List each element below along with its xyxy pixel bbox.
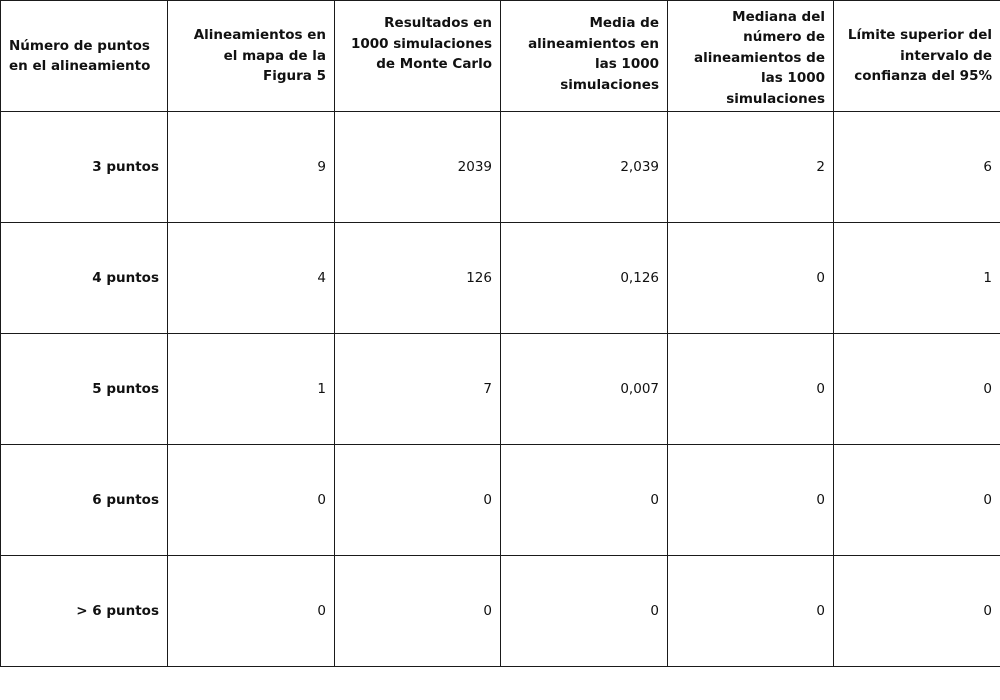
header-upper-confidence-limit: Límite superior del intervalo de confianza del 95% [834, 1, 1000, 112]
cell-upper-limit: 6 [834, 112, 1000, 223]
table-row [1, 112, 1000, 223]
cell-figure-alignments: 0 [168, 445, 335, 556]
header-median-alignments: Mediana del número de alineamientos de las 1000 simulaciones [668, 1, 834, 112]
cell-mean: 0 [501, 556, 668, 667]
cell-monte-carlo-results: 7 [335, 334, 501, 445]
cell-median: 0 [668, 223, 834, 334]
cell-figure-alignments: 9 [168, 112, 335, 223]
row-label: 6 puntos [1, 445, 168, 556]
cell-median: 0 [668, 556, 834, 667]
cell-upper-limit: 0 [834, 556, 1000, 667]
cell-figure-alignments: 0 [168, 556, 335, 667]
cell-upper-limit: 0 [834, 445, 1000, 556]
table-row [1, 445, 1000, 556]
cell-monte-carlo-results: 2039 [335, 112, 501, 223]
cell-median: 0 [668, 334, 834, 445]
table-row [1, 556, 1000, 667]
cell-mean: 0 [501, 445, 668, 556]
cell-monte-carlo-results: 126 [335, 223, 501, 334]
cell-monte-carlo-results: 0 [335, 556, 501, 667]
cell-mean: 0,007 [501, 334, 668, 445]
row-label: > 6 puntos [1, 556, 168, 667]
cell-mean: 0,126 [501, 223, 668, 334]
cell-upper-limit: 1 [834, 223, 1000, 334]
cell-figure-alignments: 1 [168, 334, 335, 445]
row-label: 3 puntos [1, 112, 168, 223]
header-row [1, 1, 1000, 112]
cell-mean: 2,039 [501, 112, 668, 223]
cell-median: 0 [668, 445, 834, 556]
row-label: 4 puntos [1, 223, 168, 334]
table-row [1, 334, 1000, 445]
cell-figure-alignments: 4 [168, 223, 335, 334]
row-label: 5 puntos [1, 334, 168, 445]
header-alignments-figure-5: Alineamientos en el mapa de la Figura 5 [168, 1, 335, 112]
table-row [1, 223, 1000, 334]
cell-median: 2 [668, 112, 834, 223]
header-points-in-alignment: Número de puntos en el alineamiento [1, 1, 168, 112]
cell-upper-limit: 0 [834, 334, 1000, 445]
header-mean-alignments: Media de alineamientos en las 1000 simulaciones [501, 1, 668, 112]
header-monte-carlo-results: Resultados en 1000 simulaciones de Monte Carlo [335, 1, 501, 112]
cell-monte-carlo-results: 0 [335, 445, 501, 556]
